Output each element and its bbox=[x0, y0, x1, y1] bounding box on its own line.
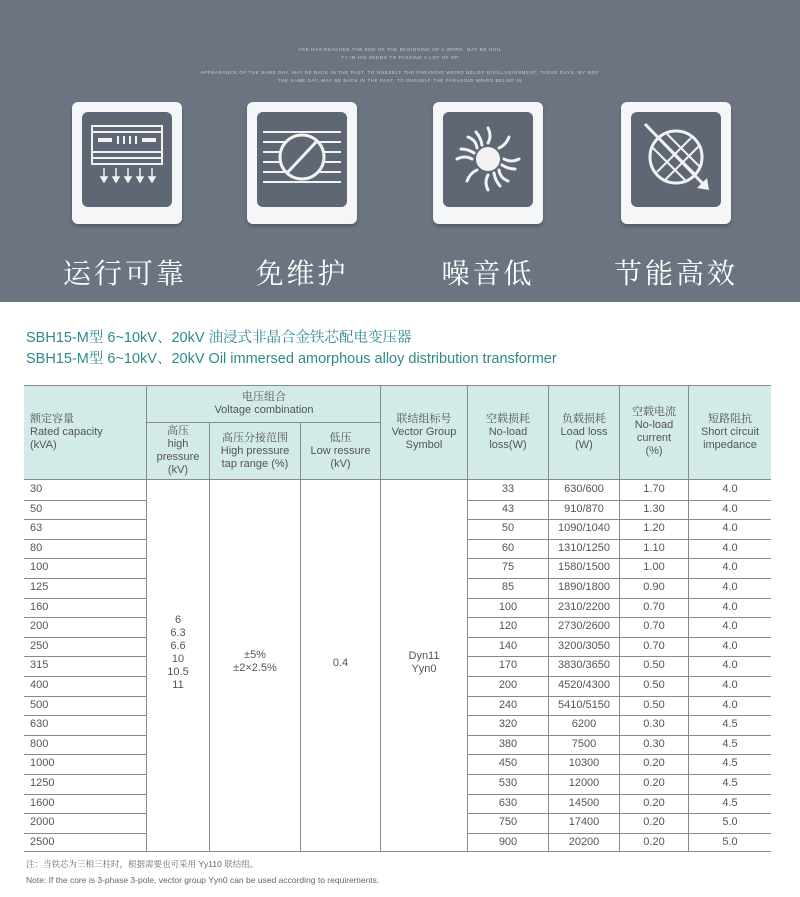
cell-load-loss: 5410/5150 bbox=[558, 698, 610, 711]
cell-load-loss: 17400 bbox=[568, 816, 600, 829]
row-divider bbox=[24, 598, 146, 599]
cell-impedance: 4.0 bbox=[722, 600, 738, 613]
cell-noload-loss: 60 bbox=[501, 541, 515, 554]
header-text: Symbol bbox=[405, 438, 443, 451]
cell-high-pressure: 6.3 bbox=[170, 627, 186, 639]
header-noload-loss bbox=[468, 399, 548, 465]
cell-load-loss: 6200 bbox=[571, 718, 597, 731]
row-divider bbox=[468, 794, 771, 795]
cell-noload-loss: 85 bbox=[501, 581, 515, 593]
cell-tap-range: ±5% bbox=[244, 649, 266, 661]
row-divider bbox=[24, 715, 146, 716]
feature-card-low-noise bbox=[433, 102, 543, 224]
row-divider bbox=[468, 578, 771, 579]
header-tap-range bbox=[210, 425, 300, 477]
header-text: Voltage combination bbox=[214, 404, 314, 416]
cell-load-loss: 3830/3650 bbox=[558, 659, 610, 672]
row-divider bbox=[468, 754, 771, 755]
cell-load-loss: 2310/2200 bbox=[558, 600, 610, 613]
cell-noload-loss: 33 bbox=[501, 483, 515, 495]
header-text: 空载电流 bbox=[632, 406, 676, 418]
cell-capacity: 125 bbox=[30, 581, 49, 593]
cell-noload-loss: 320 bbox=[498, 718, 518, 731]
header-text: (kVA) bbox=[30, 438, 57, 451]
cell-load-loss: 1090/1040 bbox=[558, 522, 610, 535]
cell-load-loss: 7500 bbox=[571, 737, 597, 750]
spec-table bbox=[24, 385, 771, 852]
feature-label-low-noise: 噪音低 bbox=[441, 257, 535, 290]
cell-noload-current: 0.20 bbox=[643, 777, 665, 789]
cell-noload-loss: 100 bbox=[498, 600, 518, 613]
cell-capacity: 630 bbox=[30, 718, 49, 731]
feature-card-energy-efficient bbox=[621, 102, 731, 224]
cell-noload-current: 0.20 bbox=[643, 835, 665, 848]
header-text: impedance bbox=[703, 438, 757, 451]
cell-noload-loss: 900 bbox=[498, 835, 518, 848]
row-divider bbox=[468, 500, 771, 501]
header-noload-current bbox=[620, 393, 688, 471]
cell-impedance: 4.0 bbox=[722, 502, 738, 515]
cell-impedance: 5.0 bbox=[722, 835, 738, 848]
cell-noload-current: 1.70 bbox=[643, 483, 665, 495]
cell-noload-current: 0.70 bbox=[643, 620, 665, 633]
cell-capacity: 30 bbox=[30, 483, 43, 495]
banner-fine-print-1: ARE HAS REACHED THE END OF THE BEGINNING OF A WORD. MAY BE GUIL bbox=[298, 47, 502, 52]
no-maintenance-icon bbox=[257, 112, 347, 207]
cell-load-loss: 630/600 bbox=[564, 483, 604, 495]
cell-impedance: 4.5 bbox=[722, 718, 738, 731]
header-text: High pressure bbox=[220, 444, 290, 457]
energy-saving-icon bbox=[631, 112, 721, 207]
row-divider bbox=[468, 676, 771, 677]
feature-label-reliable: 运行可靠 bbox=[62, 257, 187, 290]
cell-noload-loss: 530 bbox=[498, 777, 518, 789]
header-text: current bbox=[636, 432, 672, 444]
cell-noload-loss: 630 bbox=[498, 796, 518, 809]
cell-noload-current: 0.50 bbox=[643, 659, 665, 672]
cell-capacity: 1250 bbox=[30, 777, 55, 789]
header-text: loss(W) bbox=[489, 438, 527, 451]
header-load-loss bbox=[549, 399, 619, 465]
row-divider bbox=[468, 637, 771, 638]
cell-load-loss: 1890/1800 bbox=[558, 581, 610, 593]
row-divider bbox=[24, 696, 146, 697]
header-text: (W) bbox=[575, 438, 593, 451]
cell-noload-current: 1.10 bbox=[643, 541, 665, 554]
feature-card-reliable bbox=[72, 102, 182, 224]
cell-noload-current: 0.20 bbox=[643, 796, 665, 809]
row-divider bbox=[468, 696, 771, 697]
cell-impedance: 4.0 bbox=[722, 620, 738, 633]
table-border bbox=[300, 423, 301, 852]
cell-capacity: 2000 bbox=[30, 816, 55, 829]
row-divider bbox=[468, 519, 771, 520]
header-text: 短路阻抗 bbox=[708, 412, 752, 425]
header-text: Low ressure bbox=[310, 444, 371, 457]
row-divider bbox=[24, 500, 146, 501]
header-text: 低压 bbox=[329, 431, 352, 444]
row-divider bbox=[24, 833, 146, 834]
cell-impedance: 5.0 bbox=[722, 816, 738, 829]
cell-capacity: 2500 bbox=[30, 835, 55, 848]
note-chinese: 注：当铁芯为三相三柱时，根据需要也可采用 Yy110 联结组。 bbox=[26, 859, 259, 869]
header-text: Load loss bbox=[560, 425, 608, 438]
banner-fine-print-2: TY IN HIS SEEMS TO PASSING A LOT OF OP bbox=[341, 55, 459, 60]
row-divider bbox=[24, 794, 146, 795]
row-divider bbox=[24, 813, 146, 814]
cell-impedance: 4.5 bbox=[722, 737, 738, 750]
cell-impedance: 4.0 bbox=[722, 541, 738, 554]
cell-noload-current: 0.30 bbox=[643, 737, 665, 750]
banner-fine-print-4: THE SAME DAY, MAY BE BACK IN THE PAST, TO ONESELF THE PARANOID WEIRD BELIEF IN bbox=[277, 78, 523, 83]
cell-capacity: 500 bbox=[30, 698, 49, 711]
row-divider bbox=[24, 754, 146, 755]
row-divider bbox=[468, 656, 771, 657]
tap-range-values bbox=[210, 649, 300, 675]
cell-impedance: 4.5 bbox=[722, 777, 738, 789]
high-pressure-values bbox=[147, 614, 209, 692]
row-divider bbox=[24, 676, 146, 677]
row-divider bbox=[468, 617, 771, 618]
cell-noload-loss: 50 bbox=[501, 522, 515, 535]
header-text: 电压组合 bbox=[242, 391, 286, 403]
header-text: 空载损耗 bbox=[486, 412, 530, 425]
header-text: (kV) bbox=[330, 457, 351, 470]
cell-high-pressure: 11 bbox=[172, 679, 184, 691]
cell-capacity: 160 bbox=[30, 600, 49, 613]
cell-noload-current: 0.70 bbox=[643, 600, 665, 613]
cell-capacity: 80 bbox=[30, 541, 43, 554]
header-text: No-load bbox=[488, 425, 528, 438]
cell-load-loss: 10300 bbox=[568, 757, 600, 770]
header-text: Rated capacity bbox=[30, 425, 103, 438]
cell-impedance: 4.0 bbox=[722, 679, 738, 691]
cell-noload-current: 0.50 bbox=[643, 679, 665, 691]
header-text: (%) bbox=[645, 445, 663, 457]
cell-load-loss: 3200/3050 bbox=[558, 639, 610, 652]
cell-noload-loss: 750 bbox=[498, 816, 518, 829]
row-divider bbox=[468, 813, 771, 814]
cell-noload-loss: 120 bbox=[498, 620, 518, 633]
row-divider bbox=[24, 578, 146, 579]
cell-noload-current: 1.00 bbox=[643, 561, 665, 574]
header-text: (kV) bbox=[167, 464, 189, 476]
header-voltage-combination bbox=[147, 387, 381, 421]
cell-impedance: 4.0 bbox=[722, 483, 738, 495]
table-border bbox=[24, 385, 771, 386]
cell-noload-current: 0.50 bbox=[643, 698, 665, 711]
table-border bbox=[380, 385, 381, 852]
cell-noload-current: 0.20 bbox=[643, 816, 665, 829]
cell-capacity: 100 bbox=[30, 561, 49, 574]
table-border bbox=[209, 423, 210, 852]
cell-impedance: 4.0 bbox=[722, 698, 738, 711]
cell-vector-group: Yyn0 bbox=[411, 663, 437, 675]
row-divider bbox=[24, 558, 146, 559]
feature-card-maintenance-free bbox=[247, 102, 357, 224]
row-divider bbox=[468, 735, 771, 736]
cell-high-pressure: 10 bbox=[171, 653, 185, 665]
header-vector-group bbox=[381, 399, 467, 465]
row-divider bbox=[24, 519, 146, 520]
header-text: 联结组标号 bbox=[396, 412, 452, 425]
table-border bbox=[146, 422, 380, 423]
cell-impedance: 4.0 bbox=[722, 659, 738, 672]
title-chinese: SBH15-M型 6~10kV、20kV 油浸式非晶合金铁芯配电变压器 bbox=[26, 330, 412, 346]
note-english: Note: If the core is 3-phase 3-pole, vector group Yyn0 can be used according to requirements. bbox=[26, 875, 380, 885]
cell-load-loss: 4520/4300 bbox=[558, 679, 610, 691]
vector-group-values bbox=[381, 650, 467, 676]
row-divider bbox=[468, 598, 771, 599]
header-text: 高压分接范围 bbox=[222, 431, 288, 444]
feature-banner bbox=[0, 0, 800, 302]
cell-capacity: 50 bbox=[30, 502, 43, 515]
cell-capacity: 200 bbox=[30, 620, 49, 633]
row-divider bbox=[468, 539, 771, 540]
cell-impedance: 4.5 bbox=[722, 796, 738, 809]
sun-noise-icon bbox=[443, 112, 533, 207]
cell-load-loss: 20200 bbox=[568, 835, 600, 848]
header-text: tap range (%) bbox=[221, 457, 289, 470]
cell-noload-loss: 380 bbox=[498, 737, 518, 750]
cell-noload-loss: 170 bbox=[498, 659, 518, 672]
cell-noload-loss: 200 bbox=[498, 679, 518, 691]
cell-impedance: 4.0 bbox=[722, 581, 738, 593]
header-text: Vector Group bbox=[391, 425, 457, 438]
banner-fine-print-3: APPEARANCE OF THE SAME DAY, MAY BE BACK IN THE PAST, TO ONESELF THE PARANOID WEIRD BELIEF DISILLUSIONMENT, THESE DAYS, MY MOF bbox=[200, 70, 600, 75]
row-divider bbox=[468, 774, 771, 775]
cell-noload-loss: 450 bbox=[498, 757, 518, 770]
cell-capacity: 250 bbox=[30, 639, 49, 652]
transformer-icon bbox=[82, 112, 172, 207]
header-high-pressure bbox=[147, 425, 209, 477]
cell-impedance: 4.0 bbox=[722, 522, 738, 535]
row-divider bbox=[24, 539, 146, 540]
cell-load-loss: 14500 bbox=[568, 796, 600, 809]
header-text: 高压 bbox=[167, 425, 189, 437]
cell-load-loss: 12000 bbox=[568, 777, 600, 789]
row-divider bbox=[468, 715, 771, 716]
header-text: high pressure bbox=[156, 438, 200, 463]
cell-noload-current: 0.30 bbox=[643, 718, 665, 731]
header-impedance bbox=[689, 393, 771, 471]
cell-high-pressure: 10.5 bbox=[167, 666, 189, 678]
cell-noload-current: 1.20 bbox=[643, 522, 665, 535]
header-text: 额定容量 bbox=[30, 412, 74, 425]
row-divider bbox=[468, 558, 771, 559]
cell-noload-current: 0.90 bbox=[643, 581, 665, 593]
row-divider bbox=[24, 656, 146, 657]
row-divider bbox=[24, 637, 146, 638]
cell-low-pressure: 0.4 bbox=[332, 657, 349, 669]
feature-label-maintenance-free: 免维护 bbox=[255, 257, 349, 290]
cell-capacity: 63 bbox=[30, 522, 43, 535]
row-divider bbox=[24, 774, 146, 775]
cell-capacity: 1000 bbox=[30, 757, 55, 770]
cell-high-pressure: 6 bbox=[174, 614, 182, 626]
cell-impedance: 4.0 bbox=[722, 639, 738, 652]
header-text: Short circuit bbox=[700, 425, 760, 438]
cell-impedance: 4.5 bbox=[722, 757, 738, 770]
cell-noload-loss: 43 bbox=[501, 502, 515, 515]
row-divider bbox=[24, 617, 146, 618]
cell-noload-loss: 75 bbox=[501, 561, 515, 574]
cell-noload-current: 0.20 bbox=[643, 757, 665, 770]
header-rated-capacity bbox=[24, 399, 146, 465]
cell-capacity: 315 bbox=[30, 659, 49, 672]
row-divider bbox=[468, 833, 771, 834]
cell-capacity: 800 bbox=[30, 737, 49, 750]
cell-vector-group: Dyn11 bbox=[408, 650, 440, 662]
cell-load-loss: 910/870 bbox=[564, 502, 604, 515]
cell-noload-loss: 240 bbox=[498, 698, 518, 711]
cell-capacity: 400 bbox=[30, 679, 49, 691]
header-text: No-load bbox=[634, 419, 674, 431]
cell-load-loss: 1310/1250 bbox=[558, 541, 610, 554]
cell-high-pressure: 6.6 bbox=[170, 640, 186, 652]
title-english: SBH15-M型 6~10kV、20kV Oil immersed amorphous alloy distribution transformer bbox=[26, 351, 557, 367]
header-text: 负载损耗 bbox=[562, 412, 606, 425]
cell-noload-current: 0.70 bbox=[643, 639, 665, 652]
feature-label-energy-efficient: 节能高效 bbox=[613, 257, 738, 290]
cell-impedance: 4.0 bbox=[722, 561, 738, 574]
cell-load-loss: 2730/2600 bbox=[558, 620, 610, 633]
cell-noload-current: 1.30 bbox=[643, 502, 665, 515]
header-low-pressure bbox=[301, 425, 380, 477]
cell-noload-loss: 140 bbox=[498, 639, 518, 652]
row-divider bbox=[24, 735, 146, 736]
cell-tap-range: ±2×2.5% bbox=[233, 662, 277, 674]
cell-capacity: 1600 bbox=[30, 796, 55, 809]
cell-load-loss: 1580/1500 bbox=[558, 561, 610, 574]
